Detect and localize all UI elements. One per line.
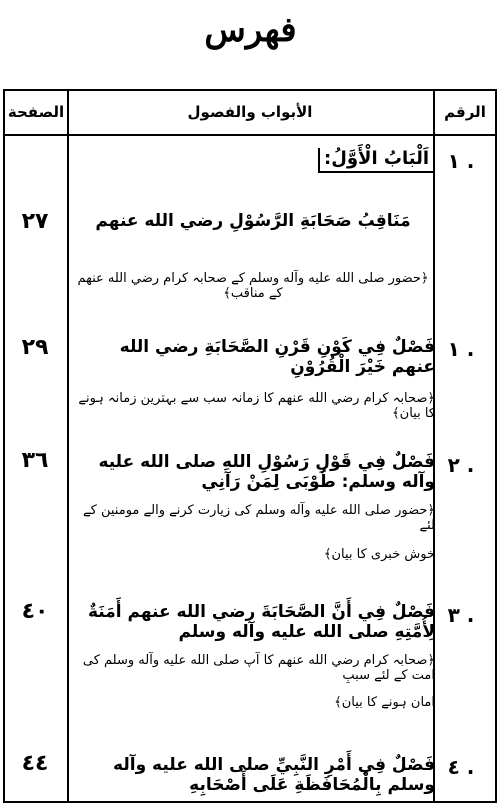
entry-sub-2: ﴿حضور صلى الله عليه وآله وسلم کی زیارت کرنے والے مومنین کے لئے xyxy=(83,503,435,533)
contents-table xyxy=(3,89,497,803)
entry-heading-3: فَصْلٌ فِي أَنَّ الصَّحَابَةَ رضي الله عنهم أَمَنَةٌ لِأُمَّتِهِ صلى الله عليه وآله وسلم xyxy=(87,602,435,642)
entry-page-0: ٢٧ xyxy=(21,209,49,234)
entry-page-1: ٢٩ xyxy=(21,335,49,360)
entry-page-2: ٣٦ xyxy=(21,448,49,473)
chapter-title: اَلْبَابُ الْأَوَّلُ: xyxy=(318,148,433,173)
entry-sub-1: ﴿صحابہ کرام رضي الله عنهم کا زمانہ سب سے بہترین زمانہ ہونے کا بیان﴾ xyxy=(78,391,435,421)
entry-heading-1: فَصْلٌ فِي كَوْنِ قَرْنِ الصَّحَابَةِ رضي الله عنهم خَيْرَ الْقُرُوْنِ xyxy=(119,337,435,377)
chapter-number: ١ . xyxy=(447,149,475,173)
entry-number-1: ١ . xyxy=(447,337,475,361)
column-divider-page xyxy=(67,91,69,801)
entry-number-4: ٤ . xyxy=(447,755,475,779)
entry-number-3: ٣ . xyxy=(447,603,475,627)
entry-page-3: ٤٠ xyxy=(21,599,49,624)
entry-page-4: ٤٤ xyxy=(21,751,49,776)
entry-heading-4: فَصْلٌ فِي أَمْرِ النَّبِيِّ صلى الله عليه وآله وسلم بِالْمُحَافَظَةِ عَلَى أَصْحَابِهِ xyxy=(113,755,435,795)
entry-number-2: ٢ . xyxy=(447,453,475,477)
header-page: الصفحة xyxy=(7,103,65,121)
page-title: فهرس xyxy=(204,10,297,50)
table-header xyxy=(5,91,495,136)
entry-sub-0: ﴿حضور صلى الله عليه وآله وسلم کے صحابہ کرام رضي الله عنهم کے مناقب﴾ xyxy=(77,271,429,301)
entry-sub2-3: امان ہونے کا بیان﴾ xyxy=(334,695,435,710)
entry-heading-2: فَصْلٌ فِي قَوْلِ رَسُوْلِ اللهِ صلى الله عليه وآله وسلم: طُوْبَى لِمَنْ رَآنِي xyxy=(98,452,435,492)
header-num: الرقم xyxy=(444,103,486,121)
entry-sub-3: ﴿صحابہ کرام رضي الله عنهم کا آپ صلى الله عليه وآله وسلم کی امت کے لئے سببِ xyxy=(82,653,435,683)
entry-heading-0: مَنَاقِبُ صَحَابَةِ الرَّسُوْلِ رضي الله عنهم xyxy=(95,211,411,231)
entry-sub2-2: خوش خبری کا بیان﴾ xyxy=(323,547,435,562)
header-chapters: الأبواب والفصول xyxy=(187,103,313,121)
